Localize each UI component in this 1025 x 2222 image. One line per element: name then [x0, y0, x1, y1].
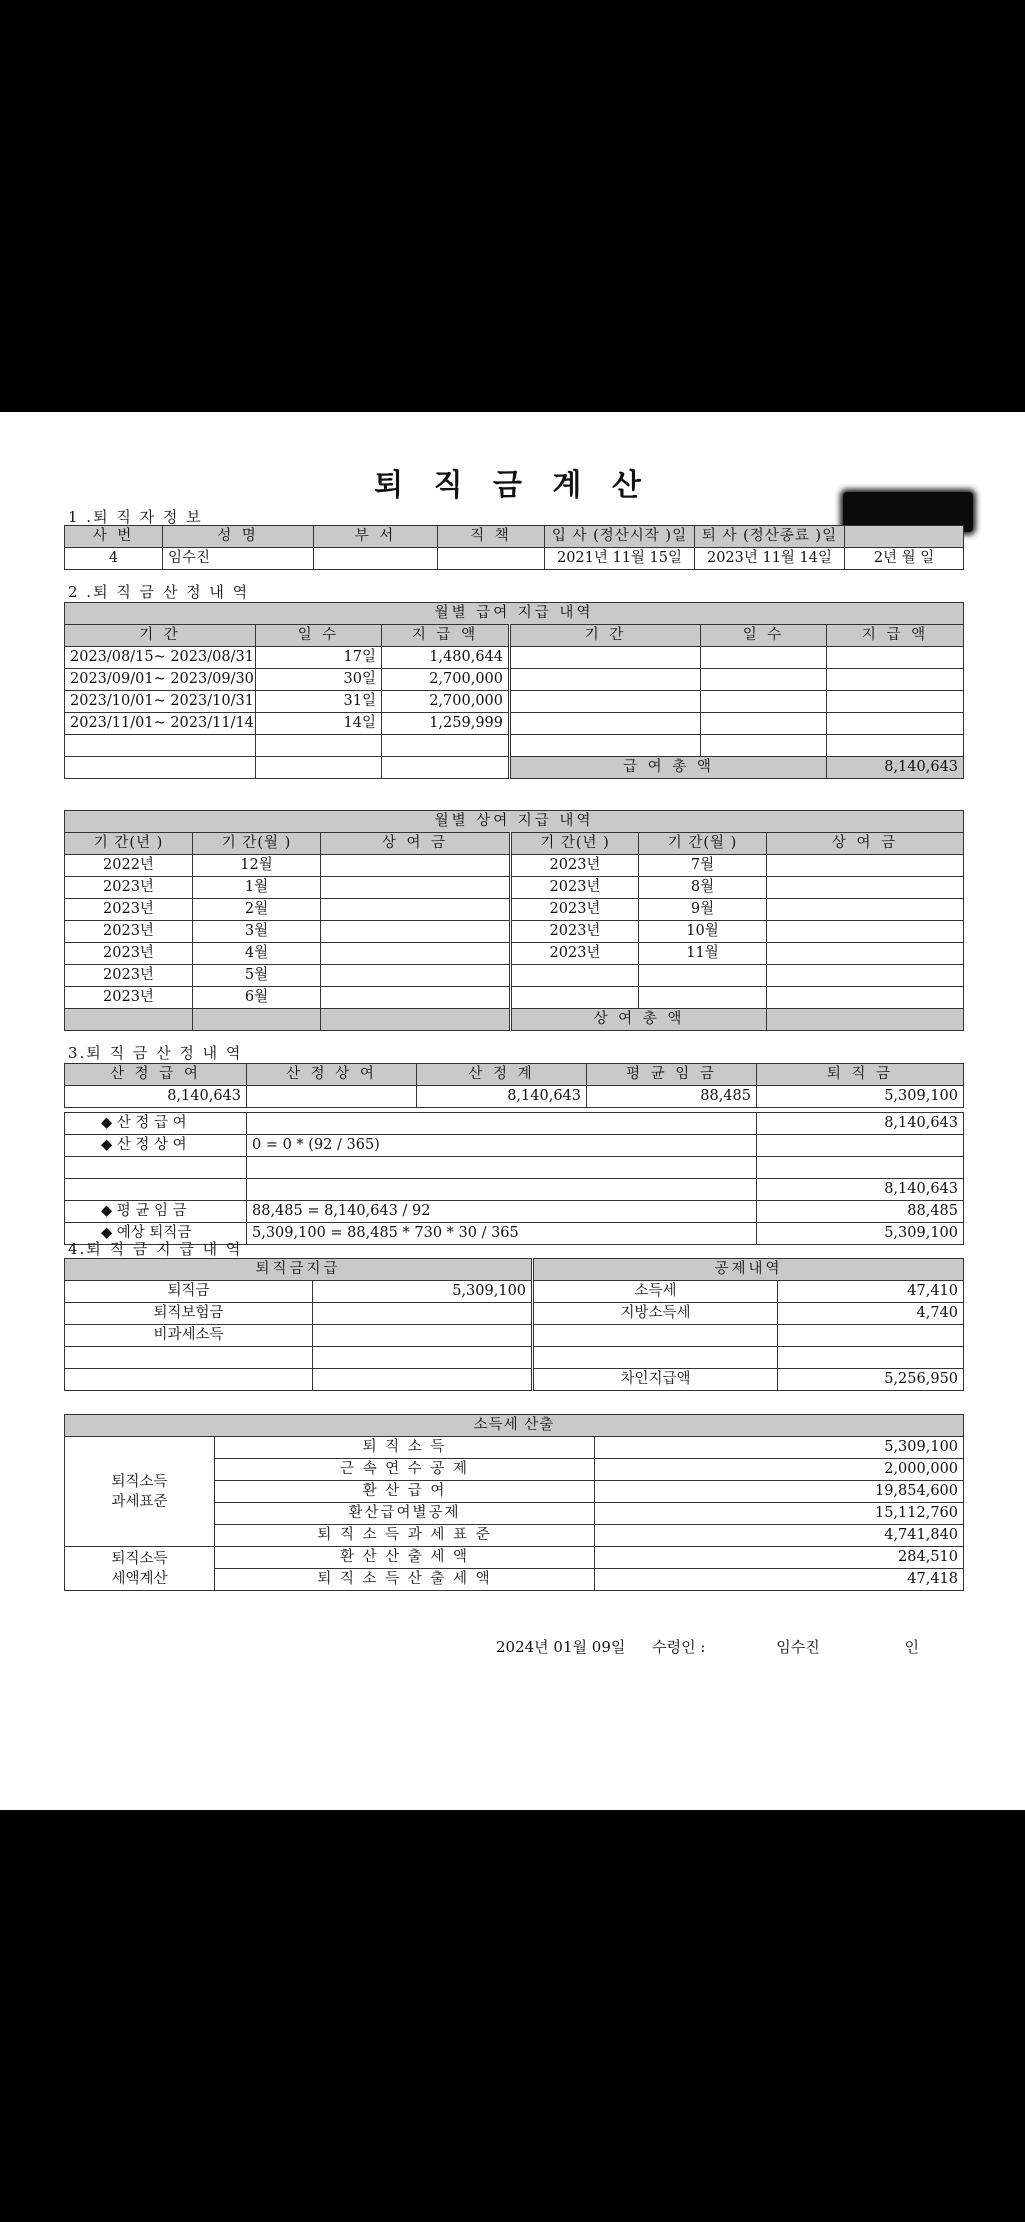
header-cell: 기 간: [510, 625, 701, 647]
payment-title: 퇴직금지급: [65, 1259, 533, 1281]
tax-item-label: 환 산 산 출 세 액: [215, 1547, 595, 1569]
tax-group-label: 퇴직소득 과세표준: [65, 1437, 215, 1547]
header-cell: 퇴 사 (정산종료 )일: [695, 526, 845, 548]
deduction-label: 소득세: [533, 1281, 778, 1303]
amount-cell: 2,700,000: [382, 669, 510, 691]
salary-table: [64, 602, 964, 779]
days-cell: 30일: [256, 669, 382, 691]
employee-info-table: [64, 525, 964, 570]
severance-pay: 5,309,100: [757, 1086, 964, 1108]
year-cell: 2023년: [511, 855, 639, 877]
table-row: [65, 1135, 964, 1157]
header-cell: 상 여 금: [321, 833, 511, 855]
detail-value: 8,140,643: [757, 1113, 964, 1135]
detail-formula: 88,485 = 8,140,643 / 92: [247, 1201, 757, 1223]
tax-item-label: 퇴 직 소 득: [215, 1437, 595, 1459]
tax-item-label: 퇴 직 소 득 과 세 표 준: [215, 1525, 595, 1547]
days-cell: 31일: [256, 691, 382, 713]
header-cell: 상 여 금: [767, 833, 964, 855]
header-cell: 기 간(월 ): [639, 833, 767, 855]
detail-label: ◆ 예상 퇴직금: [65, 1223, 247, 1245]
payment-label: 퇴직보험금: [65, 1303, 313, 1325]
month-cell: 12월: [193, 855, 321, 877]
header-cell: 기 간(월 ): [193, 833, 321, 855]
bonus-table-title: 월별 상여 지급 내역: [65, 811, 964, 833]
month-cell: 3월: [193, 921, 321, 943]
bonus-total-value: [767, 1009, 964, 1031]
month-cell: 10월: [639, 921, 767, 943]
deduction-value: [778, 1325, 964, 1347]
tax-item-label: 환 산 급 여: [215, 1481, 595, 1503]
salary-total-value: 8,140,643: [827, 757, 964, 779]
detail-formula: 5,309,100 = 88,485 * 730 * 30 / 365: [247, 1223, 757, 1245]
table-row: [65, 1113, 964, 1135]
table-row: [65, 1325, 964, 1347]
detail-value: 8,140,643: [757, 1179, 964, 1201]
section1-heading: 1 .퇴 직 자 정 보: [68, 508, 203, 526]
header-cell: 기 간(년 ): [511, 833, 639, 855]
year-cell: 2023년: [65, 921, 193, 943]
tax-item-label: 환산급여별공제: [215, 1503, 595, 1525]
days-cell: 17일: [256, 647, 382, 669]
table-row: [65, 899, 964, 921]
header-cell: 산 정 급 여: [65, 1064, 247, 1086]
table-row: [65, 943, 964, 965]
signature-line: [496, 1636, 919, 1657]
payment-label: 비과세소득: [65, 1325, 313, 1347]
payment-label: 퇴직금: [65, 1281, 313, 1303]
amount-cell: 1,259,999: [382, 713, 510, 735]
receiver-name: 임수진: [776, 1638, 820, 1656]
deduction-label: 지방소득세: [533, 1303, 778, 1325]
bonus-total-label: 상 여 총 액: [511, 1009, 767, 1031]
table-row: [65, 1157, 964, 1179]
section2-heading: 2 .퇴 직 금 산 정 내 역: [68, 583, 250, 601]
table-row: [65, 1281, 964, 1303]
period-cell: 2023/09/01~ 2023/09/30: [65, 669, 256, 691]
payment-value: 5,309,100: [313, 1281, 533, 1303]
salary-table-title: 월별 급여 지급 내역: [65, 603, 964, 625]
month-cell: 8월: [639, 877, 767, 899]
receiver-label: 수령인 :: [652, 1638, 706, 1656]
year-cell: 2023년: [65, 899, 193, 921]
deduction-value: 47,410: [778, 1281, 964, 1303]
issue-date: 2024년 01월 09일: [496, 1638, 626, 1656]
bonus-table: [64, 810, 964, 1031]
header-cell: 일 수: [701, 625, 827, 647]
start-date: 2021년 11월 15일: [545, 548, 695, 570]
deduction-label: [533, 1325, 778, 1347]
section4-heading: 4.퇴 직 금 지 급 내 역: [68, 1240, 243, 1258]
year-cell: 2023년: [511, 899, 639, 921]
detail-formula: 0 = 0 * (92 / 365): [247, 1135, 757, 1157]
header-cell: 직 책: [438, 526, 545, 548]
calc-total: 8,140,643: [417, 1086, 587, 1108]
calc-salary: 8,140,643: [65, 1086, 247, 1108]
year-cell: 2023년: [65, 987, 193, 1009]
tax-item-label: 퇴 직 소 득 산 출 세 액: [215, 1569, 595, 1591]
table-row: [65, 1547, 964, 1569]
tax-item-label: 근 속 연 수 공 제: [215, 1459, 595, 1481]
year-cell: 2023년: [65, 943, 193, 965]
month-cell: 7월: [639, 855, 767, 877]
calc-summary-table: [64, 1063, 964, 1108]
table-row: [65, 647, 964, 669]
payment-table: [64, 1258, 964, 1391]
detail-value: [757, 1135, 964, 1157]
document-title: 퇴 직 금 계 산: [374, 468, 651, 503]
seal-mark: 인: [904, 1638, 919, 1656]
document-page: [0, 412, 1025, 1810]
month-cell: 1월: [193, 877, 321, 899]
year-cell: 2023년: [511, 921, 639, 943]
header-cell: 부 서: [314, 526, 438, 548]
net-pay-label: 차인지급액: [533, 1369, 778, 1391]
header-cell: [845, 526, 964, 548]
average-wage: 88,485: [587, 1086, 757, 1108]
detail-value: 88,485: [757, 1201, 964, 1223]
employee-name: 임수진: [163, 548, 314, 570]
table-row: [65, 691, 964, 713]
deduction-title: 공제내역: [533, 1259, 964, 1281]
month-cell: 4월: [193, 943, 321, 965]
table-row: [65, 1437, 964, 1459]
table-row: [65, 965, 964, 987]
tax-item-value: 19,854,600: [595, 1481, 964, 1503]
net-pay-value: 5,256,950: [778, 1369, 964, 1391]
month-cell: 11월: [639, 943, 767, 965]
year-cell: 2023년: [65, 877, 193, 899]
header-cell: 평 균 임 금: [587, 1064, 757, 1086]
table-row: [65, 987, 964, 1009]
tax-item-value: 4,741,840: [595, 1525, 964, 1547]
section3-heading: 3.퇴 직 금 산 정 내 역: [68, 1044, 243, 1062]
table-row: [65, 669, 964, 691]
table-row: [65, 1369, 964, 1391]
employee-id: 4: [65, 548, 163, 570]
header-cell: 산 정 계: [417, 1064, 587, 1086]
deduction-value: 4,740: [778, 1303, 964, 1325]
year-cell: 2023년: [511, 877, 639, 899]
detail-label: ◆ 산 정 상 여: [65, 1135, 247, 1157]
tax-group-label: 퇴직소득 세액계산: [65, 1547, 215, 1591]
header-cell: 산 정 상 여: [247, 1064, 417, 1086]
tax-item-value: 15,112,760: [595, 1503, 964, 1525]
year-cell: 2023년: [65, 965, 193, 987]
days-cell: 14일: [256, 713, 382, 735]
period-cell: 2023/10/01~ 2023/10/31: [65, 691, 256, 713]
amount-cell: 1,480,644: [382, 647, 510, 669]
header-cell: 지 급 액: [827, 625, 964, 647]
period-cell: 2023/08/15~ 2023/08/31: [65, 647, 256, 669]
amount-cell: 2,700,000: [382, 691, 510, 713]
department: [314, 548, 438, 570]
table-row: [65, 1201, 964, 1223]
table-row: [65, 1179, 964, 1201]
table-row: [65, 877, 964, 899]
table-row: [65, 921, 964, 943]
month-cell: 6월: [193, 987, 321, 1009]
table-row: [65, 713, 964, 735]
end-date: 2023년 11월 14일: [695, 548, 845, 570]
salary-total-label: 급 여 총 액: [510, 757, 827, 779]
month-cell: 2월: [193, 899, 321, 921]
year-cell: 2023년: [511, 943, 639, 965]
table-row: [65, 1347, 964, 1369]
header-cell: 입 사 (정산시작 )일: [545, 526, 695, 548]
year-cell: 2022년: [65, 855, 193, 877]
payment-value: [313, 1325, 533, 1347]
detail-formula: [247, 1113, 757, 1135]
tax-item-value: 47,418: [595, 1569, 964, 1591]
payment-value: [313, 1303, 533, 1325]
table-row: [65, 855, 964, 877]
header-cell: 기 간(년 ): [65, 833, 193, 855]
position: [438, 548, 545, 570]
header-cell: 사 번: [65, 526, 163, 548]
tax-title: 소득세 산출: [65, 1415, 964, 1437]
header-cell: 기 간: [65, 625, 256, 647]
detail-label: ◆ 산 정 급 여: [65, 1113, 247, 1135]
month-cell: 9월: [639, 899, 767, 921]
header-cell: 퇴 직 금: [757, 1064, 964, 1086]
calc-bonus: [247, 1086, 417, 1108]
tax-item-value: 5,309,100: [595, 1437, 964, 1459]
calc-detail-table: [64, 1112, 964, 1245]
period-cell: 2023/11/01~ 2023/11/14: [65, 713, 256, 735]
header-cell: 일 수: [256, 625, 382, 647]
detail-label: ◆ 평 균 임 금: [65, 1201, 247, 1223]
tenure: 2년 월 일: [845, 548, 964, 570]
detail-value: 5,309,100: [757, 1223, 964, 1245]
tax-table: [64, 1414, 964, 1591]
header-cell: 지 급 액: [382, 625, 510, 647]
month-cell: 5월: [193, 965, 321, 987]
header-cell: 성 명: [163, 526, 314, 548]
tax-item-value: 284,510: [595, 1547, 964, 1569]
table-row: [65, 1303, 964, 1325]
tax-item-value: 2,000,000: [595, 1459, 964, 1481]
